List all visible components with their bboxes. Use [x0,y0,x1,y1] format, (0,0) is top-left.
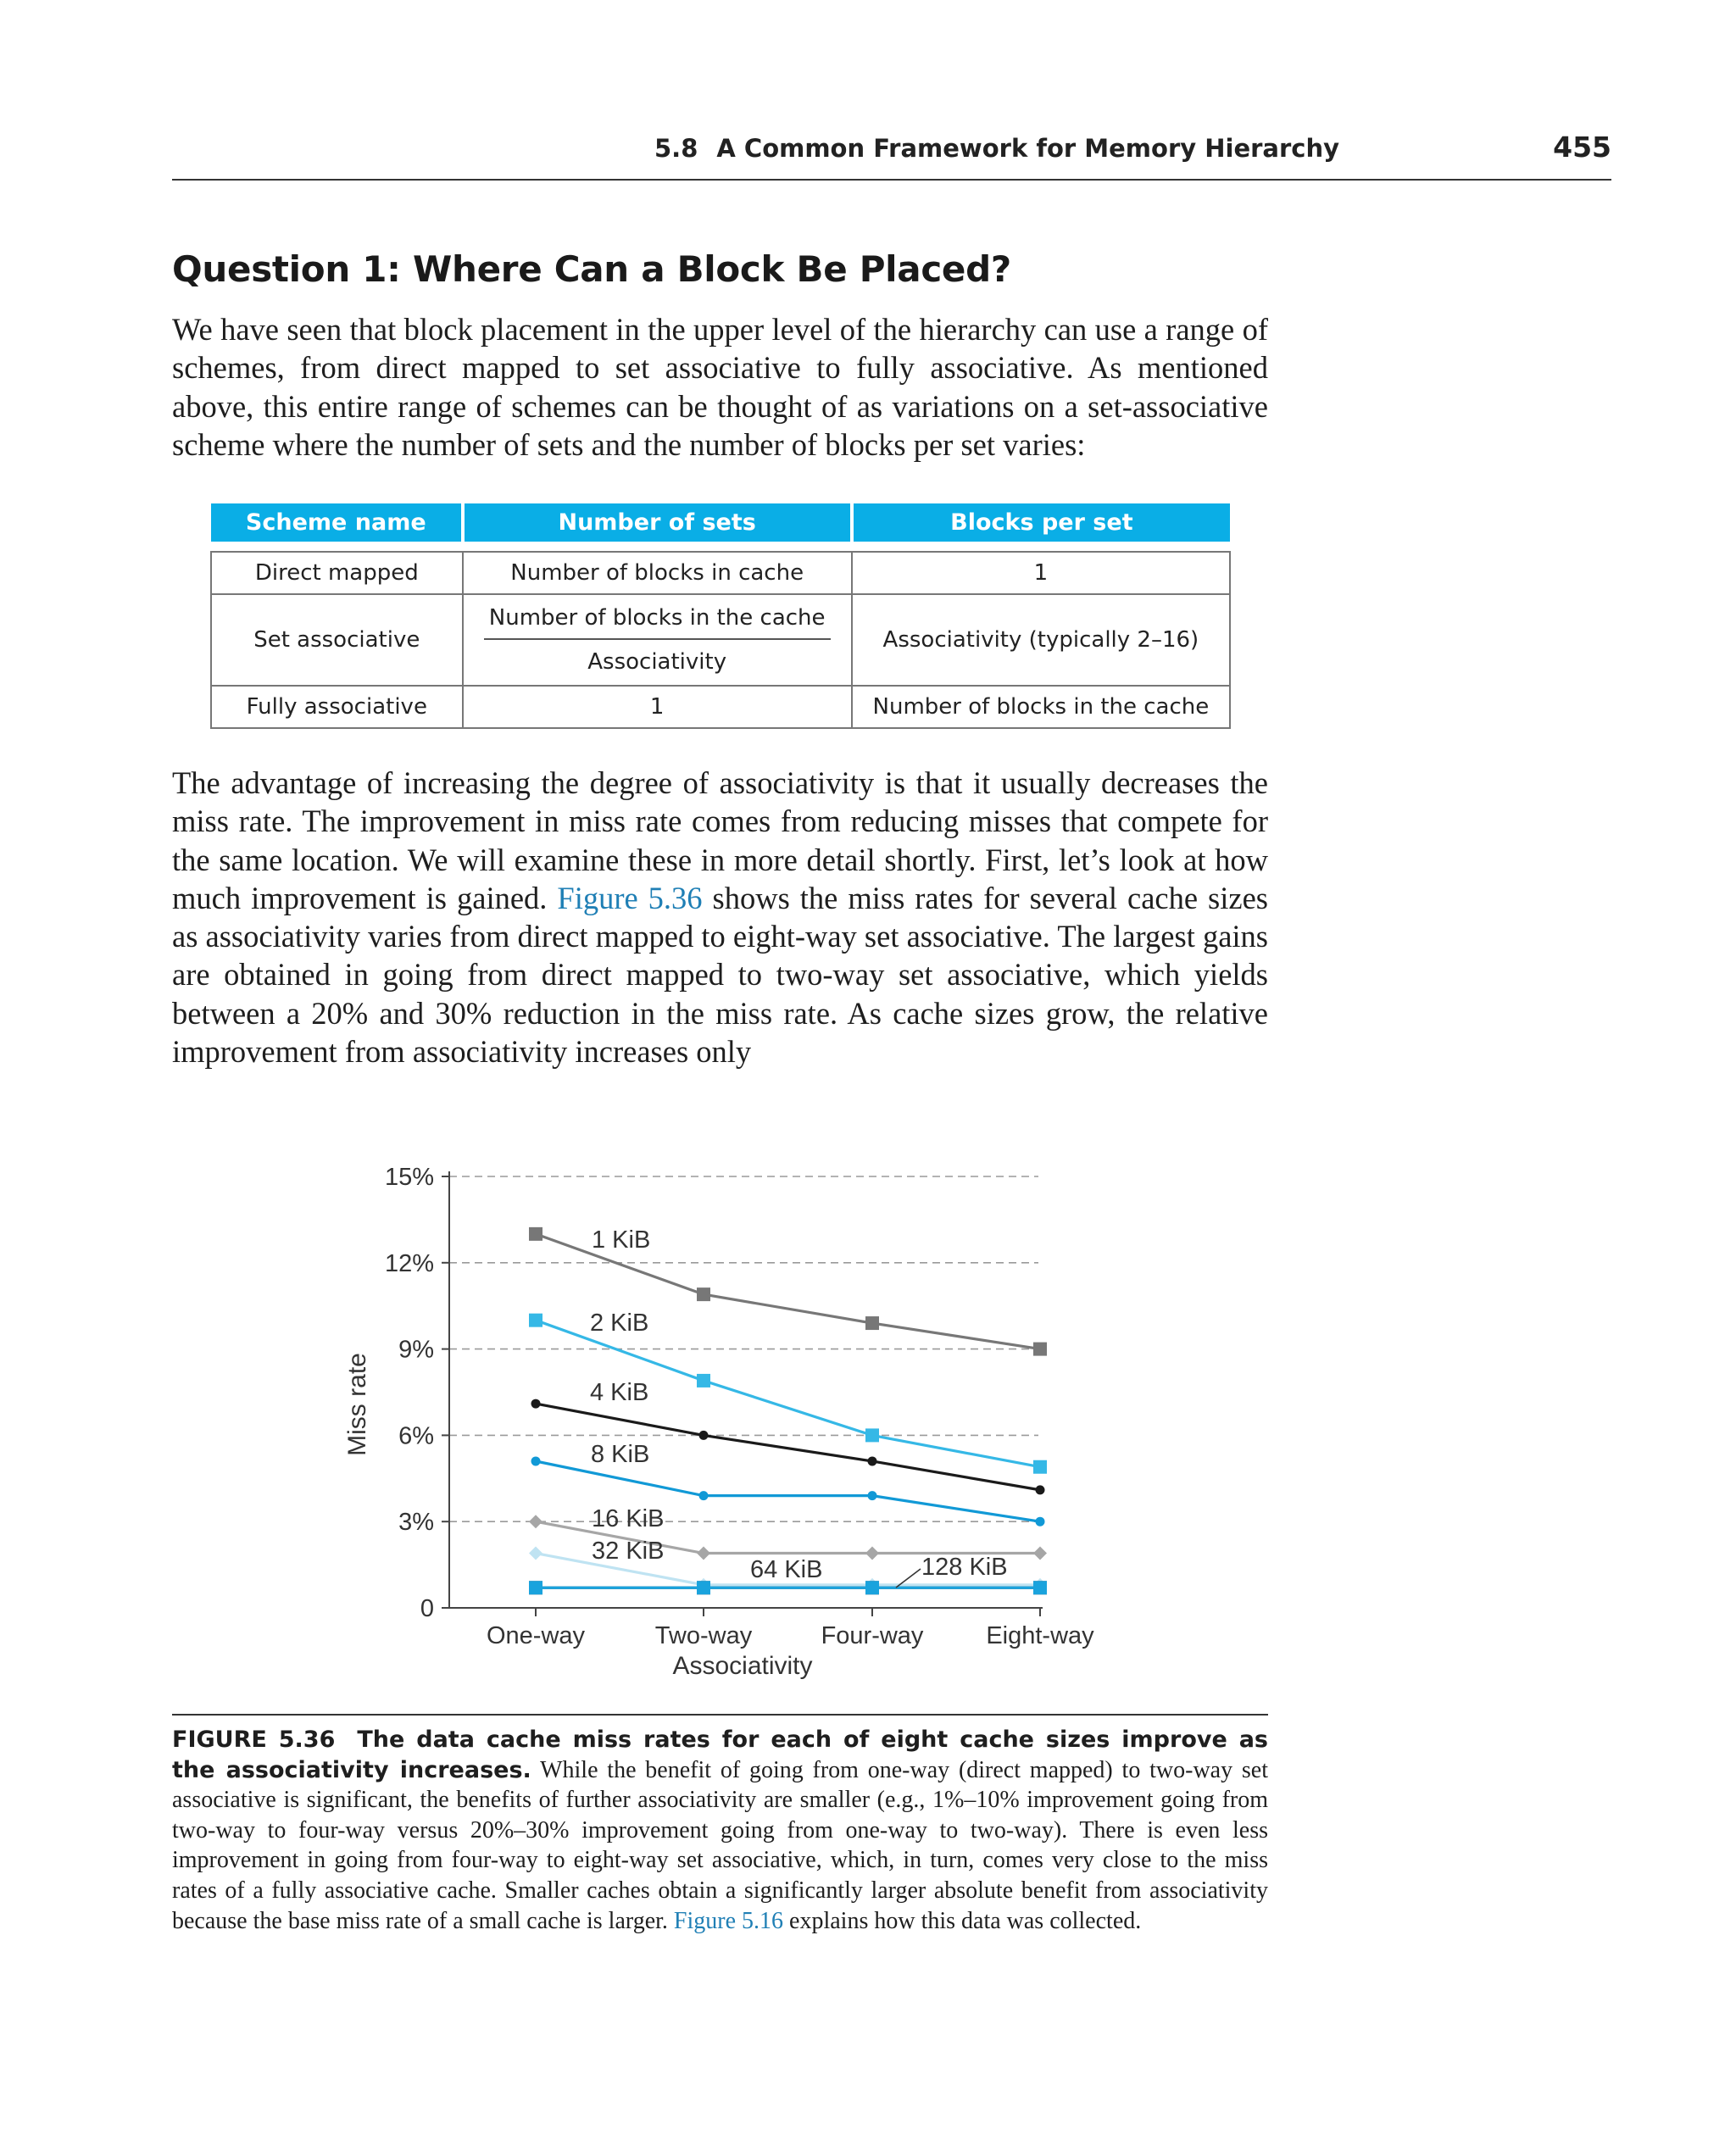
header-section-number: 5.8 [654,134,698,163]
paragraph-2-text-b: shows the miss rates for several cache sizes as associativity varies from direct mapped to eight-way set associative. The largest gains are obtained in going from direct mapped to two-way set associative, which yields between a 20% and 30% reduction in the miss rate. As cache sizes grow, the relative improvement from associativity increases only [172,880,1269,1070]
data-point [865,1581,879,1594]
figure-5-36-link[interactable]: Figure 5.36 [557,880,703,915]
caption-label: FIGURE 5.36 [172,1727,336,1753]
fraction [484,605,831,675]
running-header [654,134,1339,163]
y-tick-label: 9% [398,1336,434,1364]
section-heading: Question 1: Where Can a Block Be Placed? [172,248,1011,290]
series-label: 32 KiB [592,1538,665,1565]
series-label: 1 KiB [592,1226,651,1254]
data-point [697,1581,710,1594]
figure-caption [172,1725,1268,1936]
series-label: 128 KiB [921,1554,1008,1581]
y-tick-label: 0 [420,1595,434,1622]
series-label: 4 KiB [590,1379,649,1406]
data-point [1033,1460,1047,1474]
table-header-scheme: Scheme name [211,503,463,542]
figure-5-16-link[interactable]: Figure 5.16 [673,1907,784,1934]
caption-text-a: While the benefit of going from one-way (direct mapped) to two-way set associative is significant, the benefits of further associativity are smaller (e.g., 1%–10% improvement going from two-way to four-way versus 20%–30% improvement going from one-way to two-way). There is even less improvement in going from four-way to eight-way set associative, which, in turn, comes very close to the miss rates of a fully associative cache. Smaller caches obtain a significantly larger absolute benefit from associativity because the base miss rate of a small cache is larger. [172,1756,1268,1934]
data-point [865,1428,879,1442]
y-tick-label: 6% [398,1422,434,1450]
page-number: 455 [1553,131,1611,164]
data-point [865,1547,879,1560]
table-header-row [211,503,1230,542]
data-point [531,1456,541,1465]
cell-sets-fraction [463,594,852,686]
paragraph-2-text-a: The advantage of increasing the degree of associativity is that it usually decreases the miss rate. The improvement in miss rate comes from reducing misses that compete for the same location. We will examine these in more detail shortly. First, let’s look at how much improvement is gained. [172,765,1268,915]
x-tick-label: Two-way [654,1622,753,1649]
scheme-table [210,503,1231,729]
paragraph-1: We have seen that block placement in the upper level of the hierarchy can use a range of schemes, from direct mapped to set associative to fully associative. As mentioned above, this entire range of schemes can be thought of as variations on a set-associative scheme where the number of sets and the number of blocks per set varies: [172,312,1268,462]
y-tick-label: 3% [398,1509,434,1537]
y-tick-label: 15% [384,1164,434,1191]
cell-sets: Number of blocks in cache [463,552,852,594]
cell-scheme-name: Fully associative [211,686,463,728]
miss-rate-chart [339,1148,1119,1699]
data-point [865,1316,879,1330]
cell-sets: 1 [463,686,852,728]
table-row [211,686,1230,728]
data-point [697,1374,710,1387]
fraction-numerator: Number of blocks in the cache [484,605,831,640]
data-point [1036,1517,1045,1527]
data-point [529,1547,542,1560]
header-rule [172,179,1611,181]
chart-series-labels [590,1226,1008,1588]
data-point [1036,1485,1045,1494]
data-point [697,1287,710,1301]
data-point [699,1491,709,1500]
data-point [529,1515,542,1528]
table-row [211,594,1230,686]
data-point [868,1456,877,1465]
data-point [697,1547,710,1560]
fraction-denominator: Associativity [587,649,727,675]
data-point [699,1431,709,1440]
data-point [868,1491,877,1500]
x-tick-label: One-way [486,1622,586,1649]
caption-text-b: explains how this data was collected. [783,1907,1142,1934]
series-label: 16 KiB [592,1505,665,1532]
y-tick-label: 12% [384,1249,434,1277]
series-label: 64 KiB [750,1556,823,1583]
data-point [529,1581,542,1594]
paragraph-2 [172,764,1268,1070]
x-axis-label: Associativity [672,1652,813,1680]
caption-rule [172,1714,1268,1716]
cell-blocks: 1 [852,552,1230,594]
caption-title: The data cache miss rates for each of eight cache sizes improve as the associativity increases. [172,1727,1269,1783]
data-point [1033,1547,1047,1560]
cell-blocks: Number of blocks in the cache [852,686,1230,728]
table-header-blocks: Blocks per set [852,503,1230,542]
series-label: 2 KiB [590,1310,649,1337]
cell-scheme-name: Set associative [211,594,463,686]
header-section-title: A Common Framework for Memory Hierarchy [716,134,1340,163]
x-tick-label: Eight-way [986,1622,1094,1649]
y-axis-label: Miss rate [343,1353,371,1456]
table-header-sets: Number of sets [463,503,852,542]
data-point [529,1227,542,1241]
data-point [531,1399,541,1409]
cell-scheme-name: Direct mapped [211,552,463,594]
data-point [1033,1581,1047,1594]
data-point [529,1314,542,1327]
data-point [1033,1343,1047,1356]
cell-blocks: Associativity (typically 2–16) [852,594,1230,686]
table-row [211,552,1230,594]
x-tick-label: Four-way [821,1622,924,1649]
series-label: 8 KiB [591,1441,650,1468]
